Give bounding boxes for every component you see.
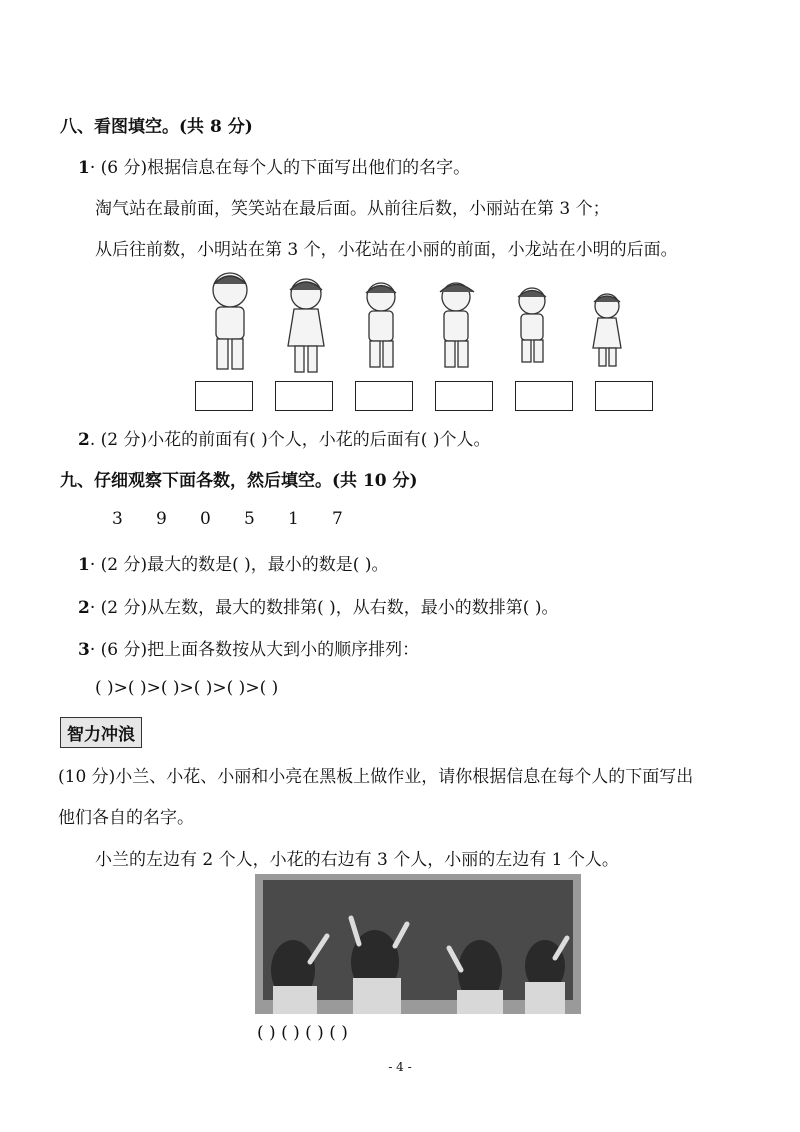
question-8-2	[78, 425, 490, 450]
digit: 5	[244, 509, 255, 529]
question-number: 2	[78, 430, 90, 450]
zhili-text-2: 他们各自的名字。	[58, 808, 194, 828]
name-box-5[interactable]	[515, 381, 573, 411]
child-figure	[518, 288, 546, 362]
question-text: · (2 分)最大的数是( )，最小的数是( )。	[89, 555, 389, 575]
zhili-info: 小兰的左边有 2 个人，小花的右边有 3 个人，小丽的左边有 1 个人。	[95, 850, 619, 870]
section-9-title: 九、仔细观察下面各数，然后填空。(共 10 分)	[60, 471, 418, 491]
page-number: - 4 -	[388, 1060, 412, 1074]
children-illustration	[192, 270, 652, 376]
question-number: 2	[78, 598, 90, 618]
question-9-3	[78, 635, 419, 660]
name-box-3[interactable]	[355, 381, 413, 411]
zhili-badge: 智力冲浪	[60, 717, 142, 748]
question-number: 1	[78, 158, 90, 178]
digit: 3	[112, 509, 123, 529]
name-answer-boxes	[195, 381, 653, 411]
zhili-text-1: (10 分)小兰、小花、小丽和小亮在黑板上做作业，请你根据信息在每个人的下面写出	[58, 767, 694, 787]
digit: 0	[200, 509, 211, 529]
info-line-2: 从后往前数，小明站在第 3 个，小花站在小丽的前面，小龙站在小明的后面。	[95, 240, 678, 260]
digit-row	[112, 509, 376, 529]
digit: 9	[156, 509, 167, 529]
child-figure	[366, 283, 396, 367]
question-9-1	[78, 550, 388, 575]
order-answer-line[interactable]: ( )>( )>( )>( )>( )>( )	[95, 678, 279, 698]
question-text: · (6 分)把上面各数按从大到小的顺序排列：	[89, 640, 420, 660]
info-line-1: 淘气站在最前面，笑笑站在最后面。从前往后数，小丽站在第 3 个；	[95, 199, 610, 219]
question-text: . (2 分)小花的前面有( )个人，小花的后面有( )个人。	[89, 430, 491, 450]
question-8-1	[78, 153, 470, 178]
child-figure	[593, 294, 621, 366]
digit: 1	[288, 509, 299, 529]
child-figure	[288, 279, 324, 372]
name-box-1[interactable]	[195, 381, 253, 411]
question-number: 3	[78, 640, 90, 660]
name-box-4[interactable]	[435, 381, 493, 411]
question-text: · (2 分)从左数，最大的数排第( )，从右数，最小的数排第( )。	[89, 598, 559, 618]
question-text: · (6 分)根据信息在每个人的下面写出他们的名字。	[89, 158, 471, 178]
name-box-6[interactable]	[595, 381, 653, 411]
question-number: 1	[78, 555, 90, 575]
board-answer-line[interactable]: ( ) ( ) ( ) ( )	[257, 1023, 348, 1043]
blackboard-photo	[255, 874, 581, 1014]
child-figure	[440, 283, 474, 367]
child-figure	[213, 273, 247, 369]
name-box-2[interactable]	[275, 381, 333, 411]
digit: 7	[332, 509, 343, 529]
section-8-title: 八、看图填空。(共 8 分)	[60, 117, 253, 137]
question-9-2	[78, 593, 558, 618]
